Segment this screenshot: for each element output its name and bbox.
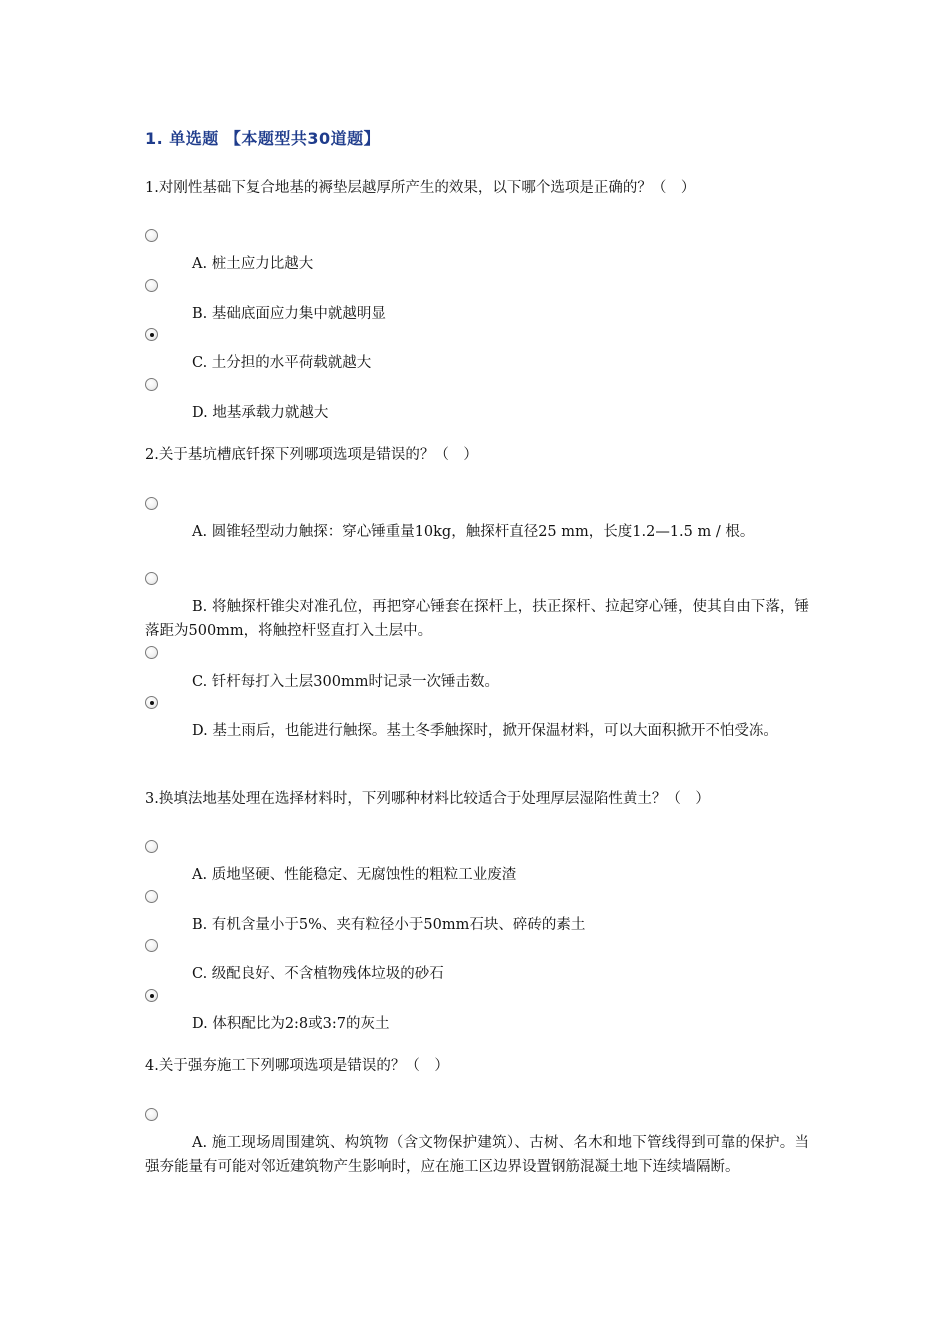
question-3-option-a-label: A. 质地坚硬、性能稳定、无腐蚀性的粗粒工业废渣 [192, 867, 517, 883]
section-title: 1. 单选题 【本题型共30道题】 [145, 129, 381, 148]
question-1-option-c-label: C. 土分担的水平荷载就越大 [192, 355, 372, 371]
question-2-option-d-label: D. 基土雨后，也能进行触探。基土冬季触探时，掀开保温材料，可以大面积掀开不怕受冻。 [192, 723, 778, 739]
question-3-option-a-radio[interactable] [145, 840, 158, 853]
question-3-option-c-radio[interactable] [145, 939, 158, 952]
question-2-option-d-radio[interactable] [145, 696, 158, 709]
question-1-option-b-label: B. 基础底面应力集中就越明显 [192, 306, 386, 322]
question-2-option-c-label: C. 钎杆每打入土层300mm时记录一次锤击数。 [192, 674, 499, 690]
question-4-option-a-radio[interactable] [145, 1108, 158, 1121]
question-3-text: 3.换填法地基处理在选择材料时，下列哪种材料比较适合于处理厚层湿陷性黄土？（ ） [145, 791, 710, 807]
question-3-option-d-radio[interactable] [145, 989, 158, 1002]
question-1-option-c-radio[interactable] [145, 328, 158, 341]
question-1-option-a-label: A. 桩土应力比越大 [192, 256, 314, 272]
question-2-option-a-radio[interactable] [145, 497, 158, 510]
question-2-option-b-radio[interactable] [145, 572, 158, 585]
question-4-option-a-label: A. 施工现场周围建筑、构筑物（含文物保护建筑）、古树、名木和地下管线得到可靠的保护。当强夯能量有可能对邻近建筑物产生影响时，应在施工区边界设置钢筋混凝土地下连续墙隔断。 [145, 1135, 809, 1175]
question-3-option-c-label: C. 级配良好、不含植物残体垃圾的砂石 [192, 966, 444, 982]
question-1-option-d-radio[interactable] [145, 378, 158, 391]
question-2-option-a-label: A. 圆锥轻型动力触探：穿心锤重量10kg，触探杆直径25 mm，长度1.2—1.5 m / 根。 [192, 524, 755, 540]
question-3-option-b-label: B. 有机含量小于5%、夹有粒径小于50mm石块、碎砖的素土 [192, 917, 586, 933]
question-2-option-b-label: B. 将触探杆锥尖对准孔位，再把穿心锤套在探杆上，扶正探杆、拉起穿心锤，使其自由下落，锤落距为500mm，将触控杆竖直打入土层中。 [145, 599, 809, 639]
question-3-option-d-label: D. 体积配比为2:8或3:7的灰土 [192, 1016, 390, 1032]
question-1-option-d-label: D. 地基承载力就越大 [192, 405, 329, 421]
question-2-text: 2.关于基坑槽底钎探下列哪项选项是错误的？（ ） [145, 447, 478, 463]
question-4-text: 4.关于强夯施工下列哪项选项是错误的？（ ） [145, 1058, 449, 1074]
question-1-option-b-radio[interactable] [145, 279, 158, 292]
question-3-option-b-radio[interactable] [145, 890, 158, 903]
question-1-option-a-radio[interactable] [145, 229, 158, 242]
question-1-text: 1.对刚性基础下复合地基的褥垫层越厚所产生的效果，以下哪个选项是正确的？（ ） [145, 180, 696, 196]
question-2-option-c-radio[interactable] [145, 646, 158, 659]
